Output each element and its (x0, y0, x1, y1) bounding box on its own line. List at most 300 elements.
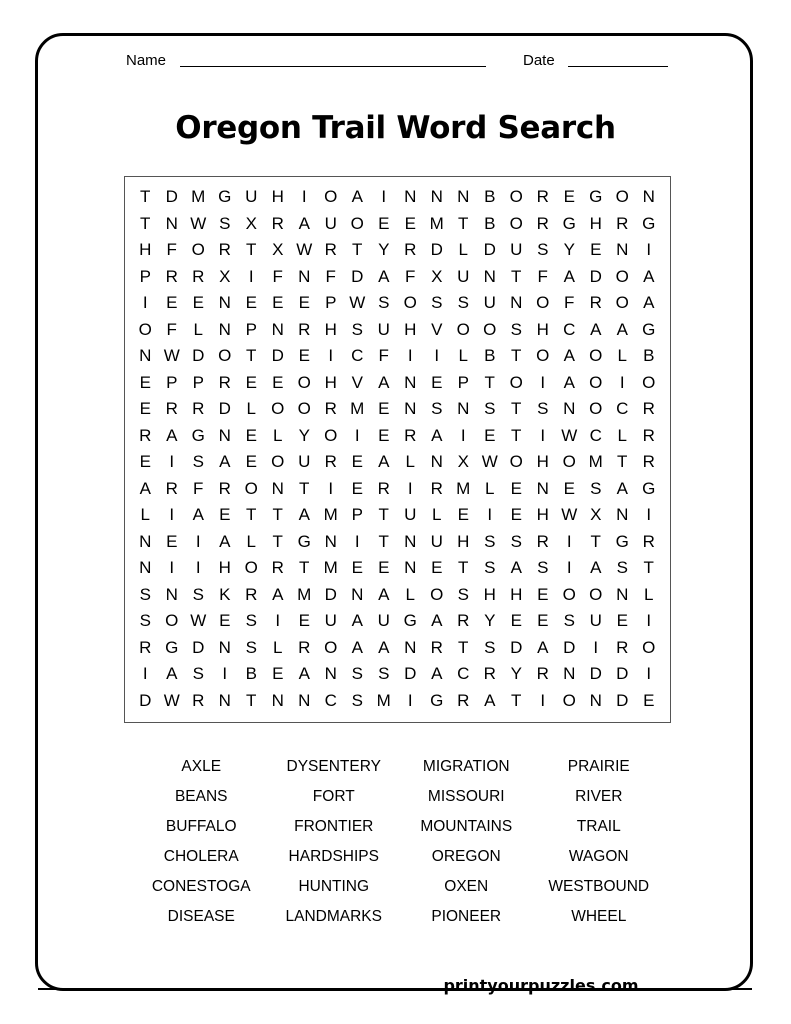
grid-letter[interactable]: R (616, 213, 629, 233)
grid-letter[interactable]: E (537, 584, 549, 604)
grid-letter[interactable]: N (457, 399, 470, 419)
grid-letter[interactable]: E (298, 293, 310, 313)
grid-letter[interactable]: O (297, 399, 311, 419)
grid-letter[interactable]: N (616, 505, 629, 525)
grid-letter[interactable]: O (615, 187, 629, 207)
grid-letter[interactable]: I (460, 425, 466, 445)
grid-letter[interactable]: A (590, 319, 602, 339)
grid-letter[interactable]: T (140, 187, 151, 207)
grid-letter[interactable]: N (404, 558, 417, 578)
grid-letter[interactable]: S (484, 531, 496, 551)
grid-letter[interactable]: S (590, 478, 602, 498)
grid-letter[interactable]: O (562, 584, 576, 604)
grid-letter[interactable]: I (646, 664, 652, 684)
grid-letter[interactable]: L (485, 478, 495, 498)
grid-letter[interactable]: T (458, 213, 469, 233)
grid-letter[interactable]: W (296, 240, 313, 260)
grid-letter[interactable]: S (219, 213, 231, 233)
grid-letter[interactable]: U (324, 611, 337, 631)
grid-letter[interactable]: A (378, 584, 390, 604)
grid-letter[interactable]: I (169, 558, 175, 578)
grid-letter[interactable]: X (272, 240, 284, 260)
grid-letter[interactable]: R (457, 690, 470, 710)
grid-letter[interactable]: O (615, 293, 629, 313)
grid-letter[interactable]: I (407, 478, 413, 498)
grid-letter[interactable]: M (376, 690, 391, 710)
grid-letter[interactable]: R (298, 319, 311, 339)
grid-letter[interactable]: A (351, 611, 363, 631)
grid-letter[interactable]: R (536, 664, 549, 684)
grid-letter[interactable]: L (458, 240, 468, 260)
grid-letter[interactable]: O (589, 399, 603, 419)
grid-letter[interactable]: R (642, 399, 655, 419)
grid-letter[interactable]: I (434, 346, 440, 366)
grid-letter[interactable]: L (617, 425, 627, 445)
grid-letter[interactable]: O (165, 611, 179, 631)
grid-letter[interactable]: O (509, 452, 523, 472)
grid-letter[interactable]: F (193, 478, 204, 498)
grid-letter[interactable]: M (588, 452, 603, 472)
grid-letter[interactable]: R (642, 425, 655, 445)
grid-letter[interactable]: L (432, 505, 442, 525)
grid-letter[interactable]: A (351, 187, 363, 207)
grid-letter[interactable]: H (324, 372, 337, 392)
name-field-line[interactable] (180, 66, 486, 67)
grid-letter[interactable]: O (271, 399, 285, 419)
grid-letter[interactable]: F (325, 266, 336, 286)
grid-letter[interactable]: A (563, 372, 575, 392)
grid-letter[interactable]: D (589, 664, 602, 684)
grid-letter[interactable]: M (323, 505, 338, 525)
grid-letter[interactable]: C (616, 399, 629, 419)
grid-letter[interactable]: I (222, 664, 228, 684)
grid-letter[interactable]: N (271, 690, 284, 710)
grid-letter[interactable]: P (351, 505, 363, 525)
grid-letter[interactable]: A (616, 319, 628, 339)
grid-letter[interactable]: S (192, 452, 204, 472)
grid-letter[interactable]: I (301, 187, 307, 207)
grid-letter[interactable]: N (165, 584, 178, 604)
grid-letter[interactable]: N (536, 478, 549, 498)
grid-letter[interactable]: R (271, 213, 284, 233)
grid-letter[interactable]: N (616, 240, 629, 260)
grid-letter[interactable]: P (192, 372, 204, 392)
grid-letter[interactable]: N (139, 346, 152, 366)
grid-letter[interactable]: P (245, 319, 257, 339)
grid-letter[interactable]: H (139, 240, 152, 260)
grid-letter[interactable]: T (299, 558, 310, 578)
grid-letter[interactable]: E (245, 452, 257, 472)
grid-letter[interactable]: S (139, 584, 151, 604)
grid-letter[interactable]: U (404, 505, 417, 525)
grid-letter[interactable]: A (219, 531, 231, 551)
grid-letter[interactable]: W (561, 425, 578, 445)
grid-letter[interactable]: H (271, 187, 284, 207)
grid-letter[interactable]: E (457, 505, 469, 525)
grid-letter[interactable]: E (219, 611, 231, 631)
grid-letter[interactable]: I (407, 346, 413, 366)
grid-letter[interactable]: D (616, 690, 629, 710)
grid-letter[interactable]: L (140, 505, 150, 525)
grid-letter[interactable]: D (563, 637, 576, 657)
grid-letter[interactable]: I (169, 452, 175, 472)
grid-letter[interactable]: I (407, 690, 413, 710)
grid-letter[interactable]: U (589, 611, 602, 631)
grid-letter[interactable]: N (616, 584, 629, 604)
grid-letter[interactable]: E (166, 293, 178, 313)
grid-letter[interactable]: R (139, 637, 152, 657)
grid-letter[interactable]: A (166, 425, 178, 445)
grid-letter[interactable]: N (404, 531, 417, 551)
grid-letter[interactable]: R (192, 399, 205, 419)
grid-letter[interactable]: M (429, 213, 444, 233)
grid-letter[interactable]: H (589, 213, 602, 233)
grid-letter[interactable]: E (219, 505, 231, 525)
grid-letter[interactable]: R (218, 478, 231, 498)
grid-letter[interactable]: I (275, 611, 281, 631)
grid-letter[interactable]: N (457, 187, 470, 207)
grid-letter[interactable]: T (272, 505, 283, 525)
grid-letter[interactable]: E (139, 372, 151, 392)
date-field-line[interactable] (568, 66, 668, 67)
grid-letter[interactable]: B (643, 346, 655, 366)
grid-letter[interactable]: P (325, 293, 337, 313)
grid-letter[interactable]: L (644, 584, 654, 604)
grid-letter[interactable]: O (218, 346, 232, 366)
grid-letter[interactable]: L (273, 637, 283, 657)
grid-letter[interactable]: O (509, 372, 523, 392)
grid-letter[interactable]: D (483, 240, 496, 260)
grid-letter[interactable]: O (562, 452, 576, 472)
grid-letter[interactable]: O (642, 372, 656, 392)
grid-letter[interactable]: E (139, 399, 151, 419)
grid-letter[interactable]: R (298, 637, 311, 657)
grid-letter[interactable]: L (405, 452, 415, 472)
grid-letter[interactable]: I (195, 531, 201, 551)
grid-letter[interactable]: N (218, 425, 231, 445)
grid-letter[interactable]: N (404, 637, 417, 657)
grid-letter[interactable]: L (405, 584, 415, 604)
grid-letter[interactable]: S (431, 399, 443, 419)
grid-letter[interactable]: O (324, 637, 338, 657)
grid-letter[interactable]: X (245, 213, 257, 233)
grid-letter[interactable]: H (457, 531, 470, 551)
grid-letter[interactable]: G (589, 187, 603, 207)
grid-letter[interactable]: A (616, 478, 628, 498)
grid-letter[interactable]: I (646, 505, 652, 525)
grid-letter[interactable]: E (139, 452, 151, 472)
grid-letter[interactable]: A (431, 425, 443, 445)
grid-letter[interactable]: D (351, 266, 364, 286)
grid-letter[interactable]: N (404, 372, 417, 392)
grid-letter[interactable]: G (642, 478, 656, 498)
grid-letter[interactable]: R (404, 425, 417, 445)
grid-letter[interactable]: R (377, 478, 390, 498)
grid-letter[interactable]: E (431, 558, 443, 578)
grid-letter[interactable]: N (642, 187, 655, 207)
grid-letter[interactable]: N (271, 478, 284, 498)
grid-letter[interactable]: O (615, 266, 629, 286)
grid-letter[interactable]: N (139, 531, 152, 551)
grid-letter[interactable]: N (483, 266, 496, 286)
grid-letter[interactable]: I (646, 240, 652, 260)
grid-letter[interactable]: C (563, 319, 576, 339)
grid-letter[interactable]: E (298, 611, 310, 631)
grid-letter[interactable]: D (510, 637, 523, 657)
grid-letter[interactable]: R (192, 266, 205, 286)
grid-letter[interactable]: T (299, 478, 310, 498)
grid-letter[interactable]: U (483, 293, 496, 313)
grid-letter[interactable]: W (349, 293, 366, 313)
grid-letter[interactable]: X (219, 266, 231, 286)
grid-letter[interactable]: G (430, 690, 444, 710)
grid-letter[interactable]: A (219, 452, 231, 472)
grid-letter[interactable]: R (218, 240, 231, 260)
grid-letter[interactable]: D (165, 187, 178, 207)
grid-letter[interactable]: N (510, 293, 523, 313)
grid-letter[interactable]: G (562, 213, 576, 233)
grid-letter[interactable]: U (377, 319, 390, 339)
grid-letter[interactable]: M (323, 558, 338, 578)
grid-letter[interactable]: Y (298, 425, 310, 445)
grid-letter[interactable]: O (191, 240, 205, 260)
grid-letter[interactable]: W (163, 346, 180, 366)
grid-letter[interactable]: A (563, 266, 575, 286)
grid-letter[interactable]: U (324, 213, 337, 233)
grid-letter[interactable]: I (354, 531, 360, 551)
grid-letter[interactable]: N (589, 690, 602, 710)
grid-letter[interactable]: S (351, 319, 363, 339)
grid-letter[interactable]: R (642, 452, 655, 472)
grid-letter[interactable]: N (218, 690, 231, 710)
grid-letter[interactable]: A (298, 213, 310, 233)
grid-letter[interactable]: A (484, 690, 496, 710)
grid-letter[interactable]: C (457, 664, 470, 684)
grid-letter[interactable]: R (536, 531, 549, 551)
grid-letter[interactable]: L (246, 531, 256, 551)
grid-letter[interactable]: D (192, 346, 205, 366)
grid-letter[interactable]: O (509, 187, 523, 207)
grid-letter[interactable]: N (404, 399, 417, 419)
grid-letter[interactable]: A (643, 293, 655, 313)
grid-letter[interactable]: N (165, 213, 178, 233)
grid-letter[interactable]: A (563, 346, 575, 366)
grid-letter[interactable]: V (351, 372, 363, 392)
grid-letter[interactable]: S (484, 399, 496, 419)
grid-letter[interactable]: D (589, 266, 602, 286)
grid-letter[interactable]: N (218, 319, 231, 339)
grid-letter[interactable]: M (297, 584, 312, 604)
grid-letter[interactable]: A (192, 505, 204, 525)
grid-letter[interactable]: S (351, 664, 363, 684)
grid-letter[interactable]: S (245, 637, 257, 657)
grid-letter[interactable]: Y (378, 240, 390, 260)
grid-letter[interactable]: R (642, 531, 655, 551)
grid-letter[interactable]: R (324, 240, 337, 260)
grid-letter[interactable]: I (593, 637, 599, 657)
grid-letter[interactable]: O (350, 213, 364, 233)
grid-letter[interactable]: O (430, 584, 444, 604)
grid-letter[interactable]: U (377, 611, 390, 631)
grid-letter[interactable]: R (536, 187, 549, 207)
grid-letter[interactable]: E (431, 372, 443, 392)
grid-letter[interactable]: O (403, 293, 417, 313)
grid-letter[interactable]: A (166, 664, 178, 684)
grid-letter[interactable]: I (142, 293, 148, 313)
grid-letter[interactable]: N (351, 584, 364, 604)
grid-letter[interactable]: E (351, 452, 363, 472)
grid-letter[interactable]: E (272, 372, 284, 392)
grid-letter[interactable]: R (139, 425, 152, 445)
grid-letter[interactable]: C (589, 425, 602, 445)
grid-letter[interactable]: I (540, 690, 546, 710)
grid-letter[interactable]: D (271, 346, 284, 366)
grid-letter[interactable]: T (246, 690, 257, 710)
grid-letter[interactable]: A (537, 637, 549, 657)
grid-letter[interactable]: O (138, 319, 152, 339)
grid-letter[interactable]: T (140, 213, 151, 233)
grid-letter[interactable]: N (218, 637, 231, 657)
grid-letter[interactable]: A (590, 558, 602, 578)
grid-letter[interactable]: B (484, 346, 496, 366)
grid-letter[interactable]: H (324, 319, 337, 339)
grid-letter[interactable]: E (510, 611, 522, 631)
grid-letter[interactable]: I (566, 558, 572, 578)
grid-letter[interactable]: X (457, 452, 469, 472)
grid-letter[interactable]: T (378, 531, 389, 551)
grid-letter[interactable]: B (245, 664, 257, 684)
grid-letter[interactable]: P (166, 372, 178, 392)
grid-letter[interactable]: S (563, 611, 575, 631)
grid-letter[interactable]: Y (484, 611, 496, 631)
grid-letter[interactable]: O (324, 187, 338, 207)
grid-letter[interactable]: O (642, 637, 656, 657)
grid-letter[interactable]: E (378, 558, 390, 578)
grid-letter[interactable]: I (487, 505, 493, 525)
grid-letter[interactable]: O (509, 213, 523, 233)
grid-letter[interactable]: G (403, 611, 417, 631)
grid-letter[interactable]: E (245, 425, 257, 445)
grid-letter[interactable]: S (139, 611, 151, 631)
grid-letter[interactable]: C (324, 690, 337, 710)
grid-letter[interactable]: G (218, 187, 232, 207)
grid-letter[interactable]: E (643, 690, 655, 710)
grid-letter[interactable]: K (219, 584, 231, 604)
grid-letter[interactable]: T (617, 452, 628, 472)
grid-letter[interactable]: S (457, 293, 469, 313)
grid-letter[interactable]: E (404, 213, 416, 233)
grid-letter[interactable]: X (431, 266, 443, 286)
grid-letter[interactable]: N (298, 690, 311, 710)
grid-letter[interactable]: M (456, 478, 471, 498)
grid-letter[interactable]: A (378, 372, 390, 392)
grid-letter[interactable]: F (537, 266, 548, 286)
grid-letter[interactable]: Y (510, 664, 522, 684)
grid-letter[interactable]: O (589, 584, 603, 604)
grid-letter[interactable]: N (298, 266, 311, 286)
grid-letter[interactable]: T (246, 505, 257, 525)
grid-letter[interactable]: I (328, 478, 334, 498)
grid-letter[interactable]: S (431, 293, 443, 313)
grid-letter[interactable]: U (430, 531, 443, 551)
grid-letter[interactable]: E (351, 558, 363, 578)
grid-letter[interactable]: I (195, 558, 201, 578)
grid-letter[interactable]: E (378, 425, 390, 445)
grid-letter[interactable]: I (328, 346, 334, 366)
grid-letter[interactable]: A (643, 266, 655, 286)
grid-letter[interactable]: L (273, 425, 283, 445)
grid-letter[interactable]: H (404, 319, 417, 339)
grid-letter[interactable]: F (405, 266, 416, 286)
grid-letter[interactable]: R (324, 452, 337, 472)
grid-letter[interactable]: N (324, 664, 337, 684)
grid-letter[interactable]: A (431, 611, 443, 631)
grid-letter[interactable]: X (590, 505, 602, 525)
grid-letter[interactable]: H (536, 452, 549, 472)
grid-letter[interactable]: N (139, 558, 152, 578)
grid-letter[interactable]: S (537, 558, 549, 578)
grid-letter[interactable]: S (192, 584, 204, 604)
grid-letter[interactable]: S (351, 690, 363, 710)
grid-letter[interactable]: M (191, 187, 206, 207)
grid-letter[interactable]: D (139, 690, 152, 710)
grid-letter[interactable]: E (510, 505, 522, 525)
grid-letter[interactable]: D (404, 664, 417, 684)
grid-letter[interactable]: R (430, 478, 443, 498)
grid-letter[interactable]: U (245, 187, 258, 207)
grid-letter[interactable]: O (244, 558, 258, 578)
grid-letter[interactable]: E (378, 399, 390, 419)
grid-letter[interactable]: G (191, 425, 205, 445)
grid-letter[interactable]: T (511, 266, 522, 286)
grid-letter[interactable]: T (246, 346, 257, 366)
grid-letter[interactable]: O (483, 319, 497, 339)
grid-letter[interactable]: H (536, 505, 549, 525)
grid-letter[interactable]: S (378, 293, 390, 313)
grid-letter[interactable]: G (615, 531, 629, 551)
grid-letter[interactable]: R (483, 664, 496, 684)
grid-letter[interactable]: S (537, 399, 549, 419)
grid-letter[interactable]: E (245, 293, 257, 313)
grid-letter[interactable]: Y (563, 240, 575, 260)
grid-letter[interactable]: G (297, 531, 311, 551)
grid-letter[interactable]: D (324, 584, 337, 604)
grid-letter[interactable]: W (163, 690, 180, 710)
grid-letter[interactable]: D (218, 399, 231, 419)
grid-letter[interactable]: S (457, 584, 469, 604)
grid-letter[interactable]: T (643, 558, 654, 578)
grid-letter[interactable]: T (511, 399, 522, 419)
grid-letter[interactable]: F (166, 240, 177, 260)
grid-letter[interactable]: I (381, 187, 387, 207)
grid-letter[interactable]: R (165, 478, 178, 498)
grid-letter[interactable]: I (619, 372, 625, 392)
grid-letter[interactable]: H (510, 584, 523, 604)
grid-letter[interactable]: O (297, 372, 311, 392)
grid-letter[interactable]: O (271, 452, 285, 472)
grid-letter[interactable]: W (190, 611, 207, 631)
grid-letter[interactable]: S (484, 558, 496, 578)
grid-letter[interactable]: B (484, 187, 496, 207)
grid-letter[interactable]: E (378, 213, 390, 233)
grid-letter[interactable]: T (590, 531, 601, 551)
grid-letter[interactable]: R (245, 584, 258, 604)
grid-letter[interactable]: D (430, 240, 443, 260)
grid-letter[interactable]: O (536, 293, 550, 313)
grid-letter[interactable]: G (642, 319, 656, 339)
grid-letter[interactable]: S (510, 531, 522, 551)
grid-letter[interactable]: I (540, 425, 546, 445)
